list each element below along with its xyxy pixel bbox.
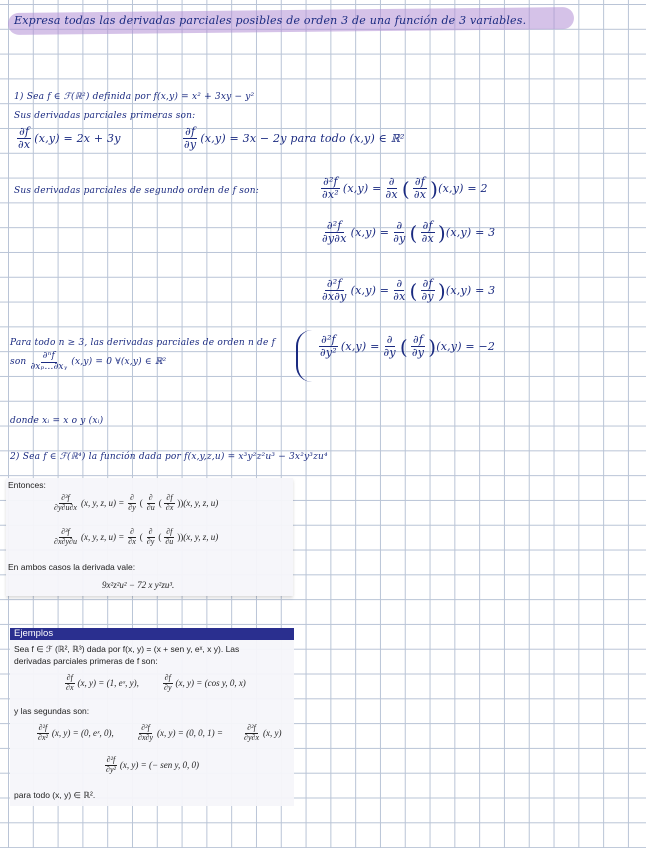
example-d2f-dxdy: $\frac{\text{∂²f}}{\partial x\partial y}$ (x, y) = (0, 0, 1) = xyxy=(138,723,223,742)
derivative-value: 9x²z²u² − 72 x y²zu³. xyxy=(102,580,175,590)
ex1-d2f-dxdy: $\frac{\text{∂²f}}{\partial x\partial y}$ (x,y) = $\frac{\partial}{\partial x}$ ( $\frac{\partial f}{\partial y}$ ) (x,y) = 3 xyxy=(322,277,496,304)
ex1-order-n-intro: Para todo n ≥ 3, las derivadas parciales de orden n de f xyxy=(10,338,276,348)
ex1-first-derivatives-intro: Sus derivadas parciales primeras son: xyxy=(14,111,196,121)
curly-brace xyxy=(296,330,316,382)
ex1-d2f-dydx: $\frac{\text{∂²f}}{\partial y\partial x}$ (x,y) = $\frac{\partial}{\partial y}$ ( $\frac{\partial f}{\partial x}$ ) (x,y) = 3 xyxy=(322,219,496,246)
para-todo-label: para todo (x, y) ∈ ℝ². xyxy=(14,790,96,800)
entonces-label: Entonces: xyxy=(8,480,46,490)
examples-box xyxy=(10,628,294,806)
mixed-derivative-xyu: $\frac{\text{∂³f}}{\partial x\partial y\partial u}$ (x, y, z, u) = $\frac{\partial}{\partial x}$ ( $\frac{\partial}{\partial y}$ ( $\frac{\partial f}{\partial u}$ )) (x, y, z, u) xyxy=(54,527,219,546)
ex1-d2f-dy2: $\frac{\text{∂²f}}{\text{∂y²}}$ (x,y) = $\frac{\partial}{\partial y}$ ( $\frac{\partial f}{\partial y}$ ) (x,y) = −2 xyxy=(320,333,496,360)
mixed-derivative-yux: $\frac{\text{∂³f}}{\partial y\partial u\partial x}$ (x, y, z, u) = $\frac{\partial}{\partial y}$ ( $\frac{\partial}{\partial u}$ ( $\frac{\partial f}{\partial x}$ )) (x, y, z, u) xyxy=(54,493,219,512)
segundas-label: y las segundas son: xyxy=(14,706,90,716)
ex1-second-derivatives-intro: Sus derivadas parciales de segundo orden de f son: xyxy=(14,186,259,196)
example-statement-2: derivadas parciales primeras de f son: xyxy=(14,656,158,666)
ex1-order-n-derivative: son $\frac{\text{∂ⁿf}}{\text{∂xₚ…∂xᵧ}}$ (x,y) = 0 ∀(x,y) ∈ ℝ² xyxy=(10,351,167,372)
example-d2f-dx2: $\frac{\text{∂²f}}{\text{∂x²}}$ (x, y) = (0, eˣ, 0), xyxy=(38,723,114,742)
ex1-df-dx: $\frac{\partial f}{\partial x}$ (x,y) = 2x + 3y xyxy=(18,125,121,152)
ex1-statement: 1) Sea f ∈ ℱ(ℝ²) definida por f(x,y) = x² + 3xy − y² xyxy=(14,92,255,102)
example-d2f-dydx: $\frac{\text{∂²f}}{\partial y\partial x}$ (x, y) xyxy=(244,723,282,742)
pasted-solution-box xyxy=(6,478,293,596)
ambos-casos-label: En ambos casos la derivada vale: xyxy=(8,562,136,572)
ex1-donde: donde xᵢ = x o y (xᵢ) xyxy=(10,416,104,426)
ex2-statement: 2) Sea f ∈ ℱ(ℝ⁴) la función dada por f(x,y,z,u) = x³y²z²u³ − 3x²y³zu⁴ xyxy=(10,452,328,462)
example-d2f-dy2: $\frac{\text{∂²f}}{\text{∂y²}}$ (x, y) = (− sen y, 0, 0) xyxy=(106,755,200,774)
example-df-dx: $\frac{\partial f}{\partial x}$ (x, y) = (1, eˣ, y), xyxy=(66,673,139,692)
ex1-d2f-dx2: $\frac{\text{∂²f}}{\text{∂x²}}$ (x,y) = $\frac{\partial}{\partial x}$ ( $\frac{\partial f}{\partial x}$ ) (x,y) = 2 xyxy=(322,175,488,202)
example-statement-1: Sea f ∈ ℱ (ℝ², ℝ³) dada por f(x, y) = (x + sen y, eˣ, x y). Las xyxy=(14,644,240,654)
example-df-dy: $\frac{\partial f}{\partial y}$ (x, y) = (cos y, 0, x) xyxy=(164,673,246,692)
examples-header: Ejemplos xyxy=(10,628,294,640)
page-title: Expresa todas las derivadas parciales posibles de orden 3 de una función de 3 variables. xyxy=(14,14,527,27)
ex1-df-dy: $\frac{\partial f}{\partial y}$ (x,y) = 3x − 2y para todo (x,y) ∈ ℝ² xyxy=(184,125,405,152)
